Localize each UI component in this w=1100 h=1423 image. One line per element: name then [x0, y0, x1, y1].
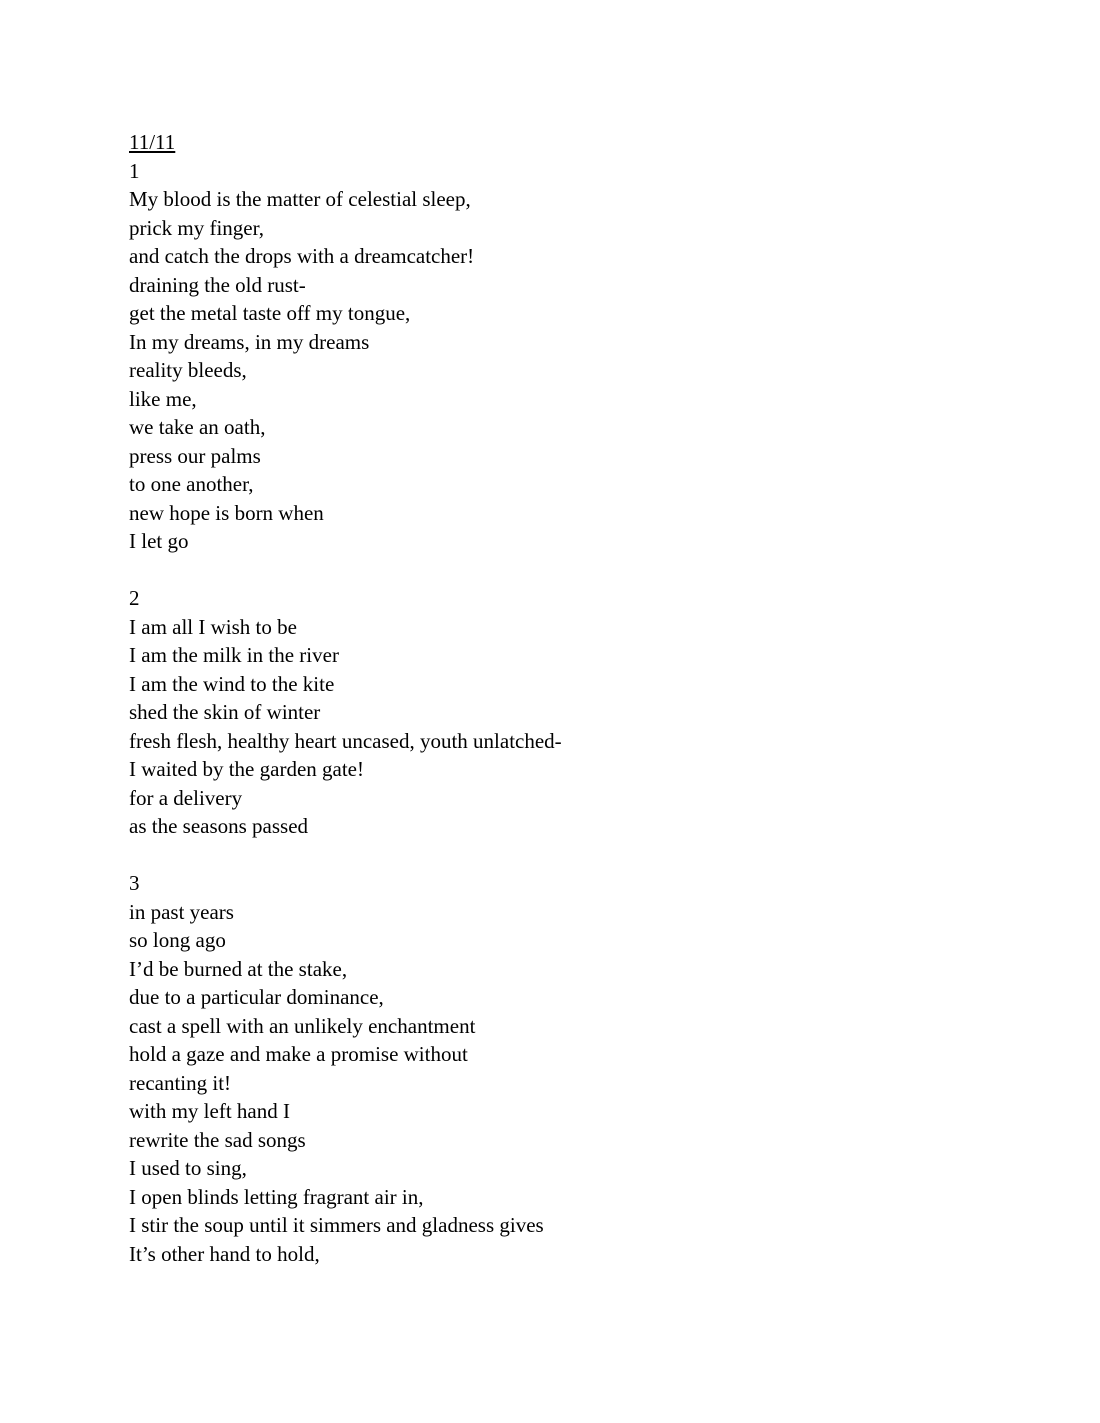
- poem-line: due to a particular dominance,: [129, 985, 384, 1009]
- section-number: 3: [129, 871, 140, 895]
- stanza-break: [129, 556, 1029, 585]
- poem-line: and catch the drops with a dreamcatcher!: [129, 244, 475, 268]
- poem-line: like me,: [129, 386, 197, 411]
- poem-line: recanting it!: [129, 1070, 232, 1095]
- poem-line: as the seasons passed: [129, 814, 309, 838]
- poem-line: I am the milk in the river: [129, 643, 339, 667]
- poem-line: In my dreams, in my dreams: [129, 329, 370, 354]
- poem-line: I used to sing,: [129, 1156, 247, 1180]
- poem-section-1: [129, 157, 1029, 556]
- poem-line: we take an oath,: [129, 415, 266, 439]
- poem-body: [129, 128, 1029, 1268]
- poem-line: My blood is the matter of celestial sleep,: [129, 187, 471, 211]
- poem-line: I let go: [129, 529, 189, 553]
- poem-line: I am all I wish to be: [129, 614, 297, 639]
- poem-line: It’s other hand to hold,: [129, 1241, 320, 1266]
- poem-line: I’d be burned at the stake,: [129, 956, 348, 981]
- poem-section-3: [129, 869, 1029, 1268]
- poem-date: 11/11: [129, 130, 176, 154]
- section-number: 2: [129, 586, 140, 610]
- poem-line: I waited by the garden gate!: [129, 757, 364, 781]
- poem-line: for a delivery: [129, 785, 243, 810]
- poem-line: draining the old rust-: [129, 272, 306, 297]
- poem-line: get the metal taste off my tongue,: [129, 301, 411, 325]
- poem-line: prick my finger,: [129, 215, 265, 240]
- poem-line: in past years: [129, 899, 234, 924]
- poem-line: cast a spell with an unlikely enchantment: [129, 1013, 476, 1038]
- poem-line: I am the wind to the kite: [129, 671, 335, 696]
- poem-line: new hope is born when: [129, 500, 324, 525]
- section-number: 1: [129, 158, 140, 183]
- poem-section-2: [129, 584, 1029, 841]
- poem-line: so long ago: [129, 928, 226, 952]
- stanza-break: [129, 841, 1029, 870]
- poem-line: I stir the soup until it simmers and gladness gives: [129, 1213, 544, 1237]
- poem-line: to one another,: [129, 472, 254, 496]
- poem-line: with my left hand I: [129, 1099, 290, 1123]
- poem-line: shed the skin of winter: [129, 700, 321, 724]
- poem-line: hold a gaze and make a promise without: [129, 1042, 468, 1066]
- poem-line: press our palms: [129, 443, 261, 468]
- poem-line: fresh flesh, healthy heart uncased, youth unlatched-: [129, 728, 562, 753]
- poem-line: reality bleeds,: [129, 358, 247, 382]
- poem-line: rewrite the sad songs: [129, 1127, 306, 1152]
- poem-line: I open blinds letting fragrant air in,: [129, 1184, 424, 1209]
